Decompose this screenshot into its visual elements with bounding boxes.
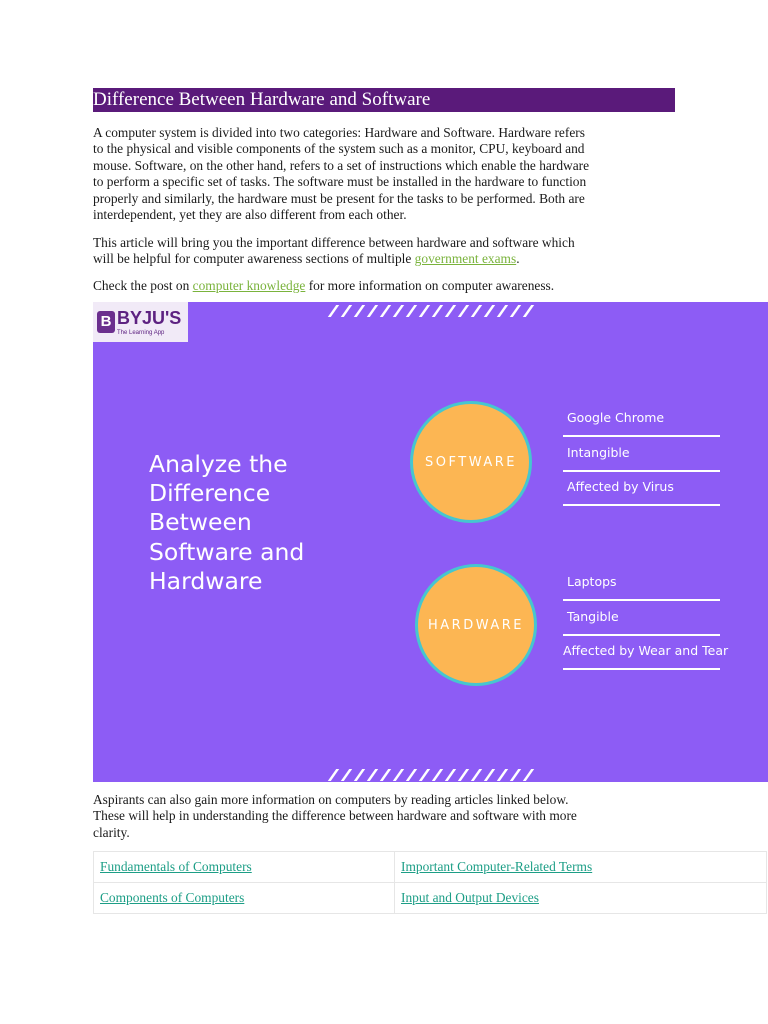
check-paragraph	[93, 278, 675, 294]
software-feature: Google Chrome	[567, 410, 665, 425]
intro-line: to the physical and visible components of the system such as a monitor, CPU, keyboard and	[93, 141, 585, 157]
article-line: This article will bring you the important difference between hardware and software which	[93, 235, 575, 250]
stripe	[380, 769, 391, 781]
title-line: Software and	[149, 537, 305, 566]
table-cell	[395, 852, 767, 883]
feature-divider	[563, 634, 720, 636]
stripe	[458, 769, 469, 781]
stripe	[497, 305, 508, 317]
stripe	[380, 305, 391, 317]
feature-divider	[563, 668, 720, 670]
article-line	[93, 251, 675, 267]
stripe	[341, 769, 352, 781]
table-cell	[94, 852, 395, 883]
stripe	[341, 305, 352, 317]
intro-line: properly and similarly, the hardware must be present for the tasks to be performed. Both are	[93, 190, 585, 206]
stripe-decoration-top	[326, 304, 536, 318]
table-row	[94, 852, 767, 883]
hardware-circle: HARDWARE	[415, 564, 537, 686]
check-text: for more information on computer awareness.	[305, 278, 555, 293]
government-exams-link[interactable]: government exams	[414, 251, 517, 267]
stripe	[510, 305, 521, 317]
stripe	[445, 769, 456, 781]
article-paragraph	[93, 235, 675, 268]
stripe	[484, 769, 495, 781]
software-circle: SOFTWARE	[410, 401, 532, 523]
intro-paragraph	[93, 125, 675, 223]
check-text: Check the post on	[93, 278, 193, 293]
title-line: Analyze the	[149, 450, 288, 478]
aspirants-line: clarity.	[93, 824, 130, 840]
page-title: Difference Between Hardware and Software	[93, 88, 675, 112]
table-cell	[94, 883, 395, 914]
feature-divider	[563, 470, 720, 472]
stripe	[328, 769, 339, 781]
fundamentals-of-computers-link[interactable]: Fundamentals of Computers	[100, 859, 252, 874]
stripe	[406, 305, 417, 317]
stripe	[354, 305, 365, 317]
intro-line: A computer system is divided into two categories: Hardware and Software. Hardware refers	[93, 125, 585, 140]
stripe	[393, 305, 404, 317]
stripe	[419, 305, 430, 317]
hardware-feature: Tangible	[567, 609, 619, 624]
stripe	[471, 769, 482, 781]
intro-line: to perform a specific set of tasks. The software must be installed in the hardware to function	[93, 174, 587, 190]
stripe	[458, 305, 469, 317]
stripe	[471, 305, 482, 317]
title-line: Between	[149, 508, 252, 537]
stripe-decoration-bottom	[326, 768, 536, 782]
stripe	[523, 305, 534, 317]
logo-text: BYJU'S	[117, 308, 182, 328]
stripe	[419, 769, 430, 781]
article-text: .	[516, 251, 520, 267]
aspirants-line: Aspirants can also gain more information on computers by reading articles linked below.	[93, 792, 569, 807]
article-text: will be helpful for computer awareness sections of multiple	[93, 251, 415, 267]
stripe	[367, 305, 378, 317]
logo-tagline: The Learning App	[117, 330, 165, 336]
stripe	[497, 769, 508, 781]
aspirants-paragraph	[93, 792, 675, 841]
stripe	[328, 305, 339, 317]
feature-divider	[563, 435, 720, 437]
input-output-devices-link[interactable]: Input and Output Devices	[401, 890, 539, 905]
stripe	[393, 769, 404, 781]
aspirants-line: These will help in understanding the difference between hardware and software with more	[93, 808, 577, 824]
stripe	[484, 305, 495, 317]
computer-knowledge-link[interactable]: computer knowledge	[192, 278, 306, 293]
hardware-feature: Laptops	[567, 574, 617, 589]
software-feature: Affected by Virus	[567, 479, 674, 494]
stripe	[354, 769, 365, 781]
related-links-table	[93, 851, 767, 914]
infographic-image	[93, 302, 768, 782]
stripe	[367, 769, 378, 781]
stripe	[523, 769, 534, 781]
computer-related-terms-link[interactable]: Important Computer-Related Terms	[401, 859, 593, 874]
title-line: Difference	[149, 479, 271, 508]
components-of-computers-link[interactable]: Components of Computers	[100, 890, 245, 905]
title-line: Hardware	[149, 566, 263, 595]
stripe	[432, 769, 443, 781]
stripe	[445, 305, 456, 317]
software-feature: Intangible	[567, 445, 630, 460]
table-row	[94, 883, 767, 914]
logo-mark: B	[97, 311, 115, 333]
stripe	[510, 769, 521, 781]
byjus-logo	[93, 302, 188, 342]
intro-line: mouse. Software, on the other hand, refers to a set of instructions which enable the hardware	[93, 157, 590, 173]
feature-divider	[563, 504, 720, 506]
stripe	[406, 769, 417, 781]
intro-line: interdependent, yet they are also different from each other.	[93, 207, 407, 223]
table-cell	[395, 883, 767, 914]
hardware-feature: Affected by Wear and Tear	[563, 643, 729, 658]
infographic-title	[149, 450, 304, 596]
stripe	[432, 305, 443, 317]
feature-divider	[563, 599, 720, 601]
